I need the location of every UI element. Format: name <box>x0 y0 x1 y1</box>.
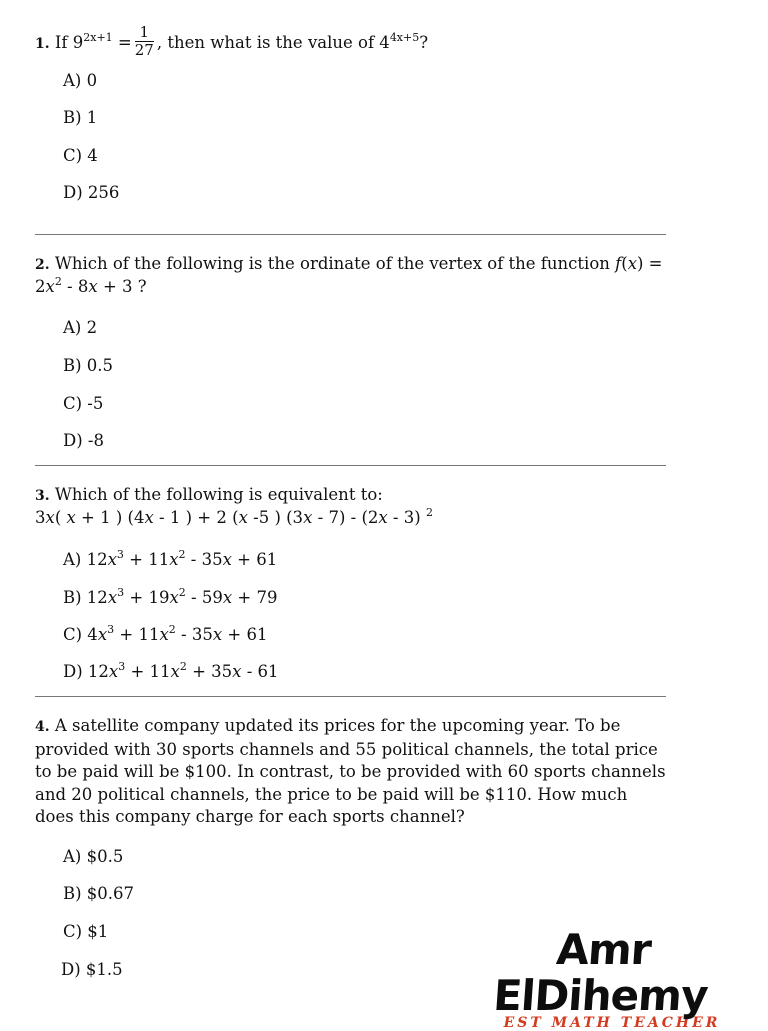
logo-tagline: EST MATH TEACHER <box>503 1015 721 1031</box>
exponent: 2 <box>168 623 176 636</box>
option-text: + 11 <box>125 662 171 681</box>
variable: x <box>232 662 242 681</box>
question-2-option-d[interactable]: D) -8 <box>63 431 104 450</box>
exponent: 3 <box>117 586 125 599</box>
variable: x <box>159 625 169 644</box>
fraction-denominator: 27 <box>134 41 154 59</box>
divider <box>35 234 666 235</box>
stem-text: + 1 ) (4 <box>75 508 145 527</box>
author-logo <box>472 927 732 1031</box>
question-3-option-d[interactable] <box>63 662 279 682</box>
option-text: + 11 <box>123 550 170 569</box>
variable: x <box>45 508 55 527</box>
option-text: + 11 <box>114 625 160 644</box>
question-number: 4. <box>35 719 50 735</box>
stem-text: -5 ) (3 <box>247 508 304 527</box>
question-3-option-b[interactable] <box>63 588 277 608</box>
question-1-stem <box>35 23 675 61</box>
fraction <box>135 24 154 59</box>
variable: x <box>88 277 98 296</box>
stem-text: Which of the following is the ordinate of the vertex of the function <box>54 254 616 273</box>
option-text: - 35 <box>175 625 213 644</box>
option-text: + 35 <box>186 662 233 681</box>
question-number: 2. <box>35 257 50 273</box>
divider <box>35 696 666 697</box>
variable: x <box>222 588 233 607</box>
question-2-option-a[interactable]: A) 2 <box>63 318 98 337</box>
question-4-option-a[interactable]: A) $0.5 <box>63 847 124 866</box>
variable: x <box>169 550 179 569</box>
option-text: - 35 <box>185 550 223 569</box>
variable: x <box>108 662 119 681</box>
stem-text: 2 <box>35 277 46 296</box>
question-3-option-a[interactable] <box>63 550 277 570</box>
stem-text: = <box>112 33 132 52</box>
stem-text: - 1 ) + 2 ( <box>153 508 239 527</box>
fraction-numerator: 1 <box>135 24 154 42</box>
option-text: B) 12 <box>63 588 108 607</box>
variable: x <box>303 508 313 527</box>
stem-text: + 3 ? <box>97 277 147 296</box>
exponent: 3 <box>118 660 126 673</box>
variable: x <box>212 625 223 644</box>
stem-text: 3 <box>35 508 46 527</box>
variable: x <box>169 588 179 607</box>
question-4-option-b[interactable]: B) $0.67 <box>63 884 135 903</box>
question-1-option-c[interactable]: C) 4 <box>63 146 98 165</box>
stem-text: ? <box>419 33 429 52</box>
question-2-option-b[interactable]: B) 0.5 <box>63 356 114 375</box>
divider <box>35 465 666 466</box>
question-number: 1. <box>35 36 50 52</box>
variable: x <box>144 508 154 527</box>
exponent: 2 <box>425 506 433 519</box>
stem-text: Which of the following is equivalent to: <box>54 485 383 504</box>
exponent: 4x+5 <box>389 31 420 44</box>
question-4-option-c[interactable]: C) $1 <box>63 922 109 941</box>
variable: x <box>66 508 76 527</box>
option-text: D) 12 <box>63 662 109 681</box>
variable: x <box>222 550 232 569</box>
option-text: + 61 <box>231 550 278 569</box>
stem-text: If 9 <box>54 33 84 52</box>
variable: x <box>107 550 117 569</box>
question-2-stem <box>35 253 675 298</box>
question-1-option-b[interactable]: B) 1 <box>63 108 98 127</box>
variable: x <box>107 588 118 607</box>
stem-text: , then what is the value of 4 <box>156 33 390 52</box>
exponent: 2 <box>54 275 62 288</box>
stem-text: ( <box>54 508 67 527</box>
option-text: + 19 <box>124 588 170 607</box>
function-name: f <box>615 254 622 273</box>
question-3-option-c[interactable] <box>63 625 267 645</box>
option-text: - 61 <box>241 662 279 681</box>
variable: x <box>627 254 637 273</box>
option-text: + 61 <box>222 625 268 644</box>
variable: x <box>170 662 180 681</box>
variable: x <box>97 625 108 644</box>
option-text: + 79 <box>232 588 278 607</box>
stem-text: - 8 <box>61 277 89 296</box>
stem-text: - 7) - (2 <box>312 508 379 527</box>
question-1-option-d[interactable]: D) 256 <box>63 183 120 202</box>
question-4-option-d[interactable]: D) $1.5 <box>61 960 123 979</box>
variable: x <box>378 508 388 527</box>
stem-text: - 3) <box>387 508 426 527</box>
exponent: 3 <box>107 623 115 636</box>
option-text: A) 12 <box>63 550 108 569</box>
logo-name: Amr ElDihemy <box>491 925 710 1020</box>
question-4-stem <box>35 715 671 829</box>
question-2-option-c[interactable]: C) -5 <box>63 394 104 413</box>
exponent: 2 <box>179 660 187 673</box>
question-1-option-a[interactable]: A) 0 <box>63 71 98 90</box>
question-3-stem <box>35 484 675 529</box>
option-text: - 59 <box>185 588 223 607</box>
question-number: 3. <box>35 488 50 504</box>
stem-text: ( <box>621 254 628 273</box>
exponent: 2 <box>178 586 186 599</box>
stem-text: ) = <box>637 254 663 273</box>
variable: x <box>45 277 55 296</box>
stem-text: A satellite company updated its prices for the upcoming year. To be provided with 30 sports channels and 55 political channels, the total price to be paid will be $100. In contrast, to be provided with 60 sports channels and 20 political channels, the price to be paid will be $110. How much does this company charge for each sports channel? <box>35 716 666 826</box>
option-text: C) 4 <box>63 625 98 644</box>
variable: x <box>238 508 248 527</box>
exponent: 2 <box>178 548 186 561</box>
exponent: 2x+1 <box>83 31 113 44</box>
exponent: 3 <box>116 548 124 561</box>
